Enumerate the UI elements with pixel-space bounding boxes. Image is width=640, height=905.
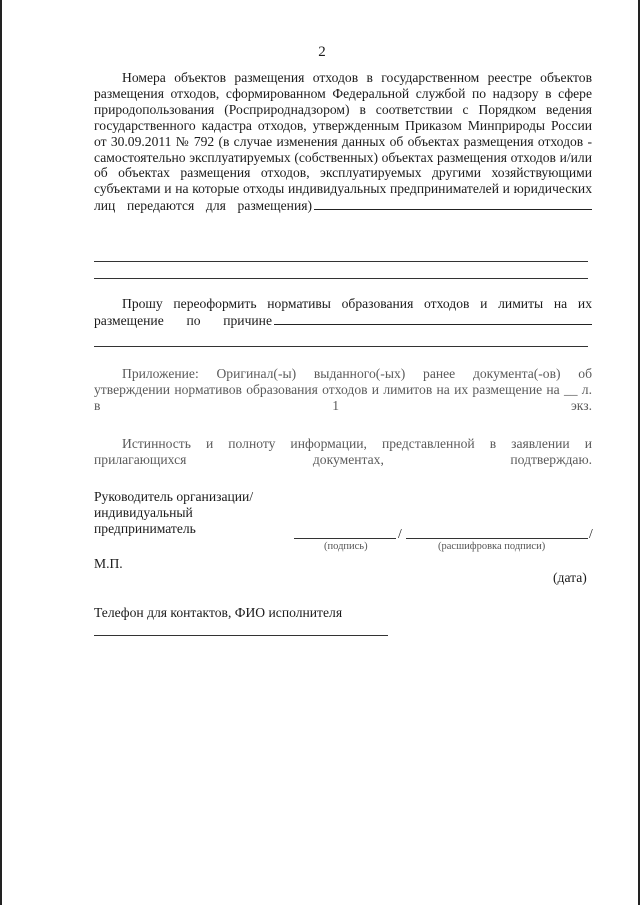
signature-caption: (подпись) (324, 541, 368, 552)
reformat-request-text: Прошу переоформить нормативы образования отходов и лимиты на их размещение по причине (94, 296, 592, 328)
decoding-caption: (расшифровка подписи) (438, 541, 546, 552)
reason-fill-line[interactable] (274, 312, 592, 325)
contact-line[interactable] (94, 635, 388, 636)
signatory-line-1: Руководитель организации/ (94, 489, 254, 504)
signature-decoding-line[interactable] (406, 538, 588, 539)
signatory-line-2: индивидуальный (94, 505, 193, 520)
date-label: (дата) (553, 570, 587, 585)
registry-paragraph (94, 70, 592, 230)
stamp-label: М.П. (94, 556, 123, 571)
confirmation-paragraph: Истинность и полноту информации, представленной в заявлении и прилагающихся документах, подтверждаю. (94, 436, 592, 467)
registry-paragraph-text: Номера объектов размещения отходов в государственном реестре объектов размещения отходов, сформированном Федеральной службой по надзору в сфере природопользования (Росприроднадзором) в соответствии с Порядком ведения государственного кадастра отходов, утвержденным Приказом Минприроды России от 30.09.2011 № 792 (в случае изменения данных об объектах размещения отходов - самостоятельно эксплуатируемых (собственных) объектах размещения отходов и/или об объектах размещения отходов, эксплуатируемых другими хозяйствующими субъектами и на которые отходы индивидуальных предпринимателей и юридических лиц передаются для размещения) (94, 70, 592, 214)
contact-label: Телефон для контактов, ФИО исполнителя (94, 605, 343, 620)
signature-line[interactable] (294, 538, 396, 539)
registry-blank-line-1[interactable] (94, 261, 588, 262)
signature-separator: / (398, 526, 402, 541)
reformat-paragraph (94, 296, 592, 345)
registry-fill-line[interactable] (314, 197, 592, 210)
signature-separator-end: / (589, 526, 593, 541)
signatory-line-3: предприниматель (94, 521, 196, 536)
registry-blank-line-2[interactable] (94, 278, 588, 279)
reason-blank-line[interactable] (94, 346, 588, 347)
attachment-paragraph: Приложение: Оригинал(-ы) выданного(-ых) ранее документа(-ов) об утверждении нормативов образования отходов и лимитов на их размещение на __ л. в 1 экз. (94, 366, 592, 413)
page-number: 2 (318, 44, 326, 60)
